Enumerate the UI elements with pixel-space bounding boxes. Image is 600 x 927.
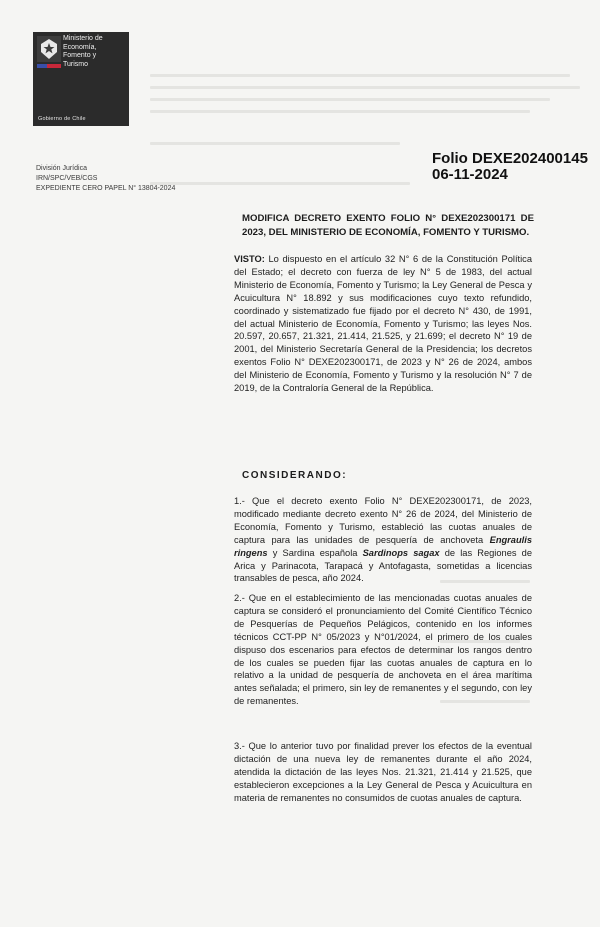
species-name: Engraulis ringens [234,534,532,558]
visto-paragraph [234,253,532,395]
considerando-paragraph-3: 3.- Que lo anterior tuvo por finalidad prever los efectos de la eventual dictación de una nueva ley de remanentes durante el año 2024, atendida la dictación de las leyes Nos. 21.321, 21.414 y 21.525, que establecieron excepciones a la Ley General de Pesca y Acuicultura en materia de remanentes no consumidos de cuotas anuales de captura. [234,741,532,803]
visto-text: Lo dispuesto en el artículo 32 N° 6 de la Constitución Política del Estado; el decreto con fuerza de ley N° 5 de 1983, del actual Ministerio de Economía, Fomento y Turismo; la Ley General de Pesca y Acuicultura N° 18.892 y sus modificaciones cuyo texto refundido, coordinado y sistematizado fue fijado por el decreto N° 430, de 1991, del actual Ministerio de Economía, Fomento y Turismo; las leyes Nos. 20.597, 20.657, 21.321, 21.414, 21.525, y 21.699; el decreto N° 19 de 2001, del Ministerio Secretaría General de la Presidencia; los decretos exentos Folio N° DEXE202300171, de 2023 y N° 26 de 2024, ambos del Ministerio de Economía, Fomento y Turismo y la resolución N° 7 de 2019, de la Contraloría General de la República. [234,254,532,394]
reference-line: IRN/SPC/VEB/CGS [36,175,98,182]
flag-bar-icon [37,64,61,68]
ministry-line: Fomento y [63,52,97,59]
bleed-through-line [150,110,530,113]
ministry-line: Turismo [63,60,89,68]
bleed-through-line [150,142,400,145]
division-line: División Jurídica [36,165,87,172]
ministry-line: Ministerio de [63,35,103,42]
bleed-through-line [150,182,410,185]
folio-number: Folio DEXE202400145 [432,150,588,167]
coat-of-arms-icon [37,36,61,62]
folio-date: 06-11-2024 [432,166,508,183]
bleed-through-line [150,98,550,101]
decree-title: MODIFICA DECRETO EXENTO FOLIO N° DEXE202300171 DE 2023, DEL MINISTERIO DE ECONOMÍA, FOMENTO Y TURISMO. [242,213,534,238]
considerando-paragraph-1 [234,495,532,585]
expediente-line: EXPEDIENTE CERO PAPEL N° 13804-2024 [36,185,176,192]
government-label: Gobierno de Chile [38,116,86,122]
species-name: Sardinops sagax [362,547,440,558]
bleed-through-line [150,86,580,89]
considerando-heading: CONSIDERANDO: [242,470,348,481]
folio-block [432,151,588,183]
paragraph-text: 1.- Que el decreto exento Folio N° DEXE202300171, de 2023, modificado mediante decreto exento N° 26 de 2024, del Ministerio de Economía, Fomento y Turismo, estableció las cuotas anuales de captura para las unidades de pesquería de anchoveta [234,496,532,545]
visto-label: VISTO: [234,254,265,264]
ministry-logo [33,32,129,126]
paragraph-text: de las Regiones de Arica y Parinacota, Tarapacá y Antofagasta, sometidas a licencias transables de pesca, año 2024. [234,547,532,584]
bleed-through-line [150,74,570,77]
division-header [36,164,175,194]
considerando-paragraph-2: 2.- Que en el establecimiento de las mencionadas cuotas anuales de captura se consideró el pronunciamiento del Comité Científico Técnico de Pesquerías de Pequeños Pelágicos, contenido en los informes técnicos CCT-PP N° 05/2023 y N°01/2024, el primero de los cuales dispuso dos escenarios para efectos de determinar los rangos dentro de los cuales se pueden fijar las cuotas anuales de captura en lo relativo a la unidad de pesquería de anchoveta en el área marítima antes señalada; el primero, sin ley de remanentes y el segundo, con ley de remanentes. [234,593,532,707]
ministry-line: Economía, [63,43,97,51]
ministry-name [63,35,127,69]
paragraph-text: y Sardina española [267,547,363,558]
